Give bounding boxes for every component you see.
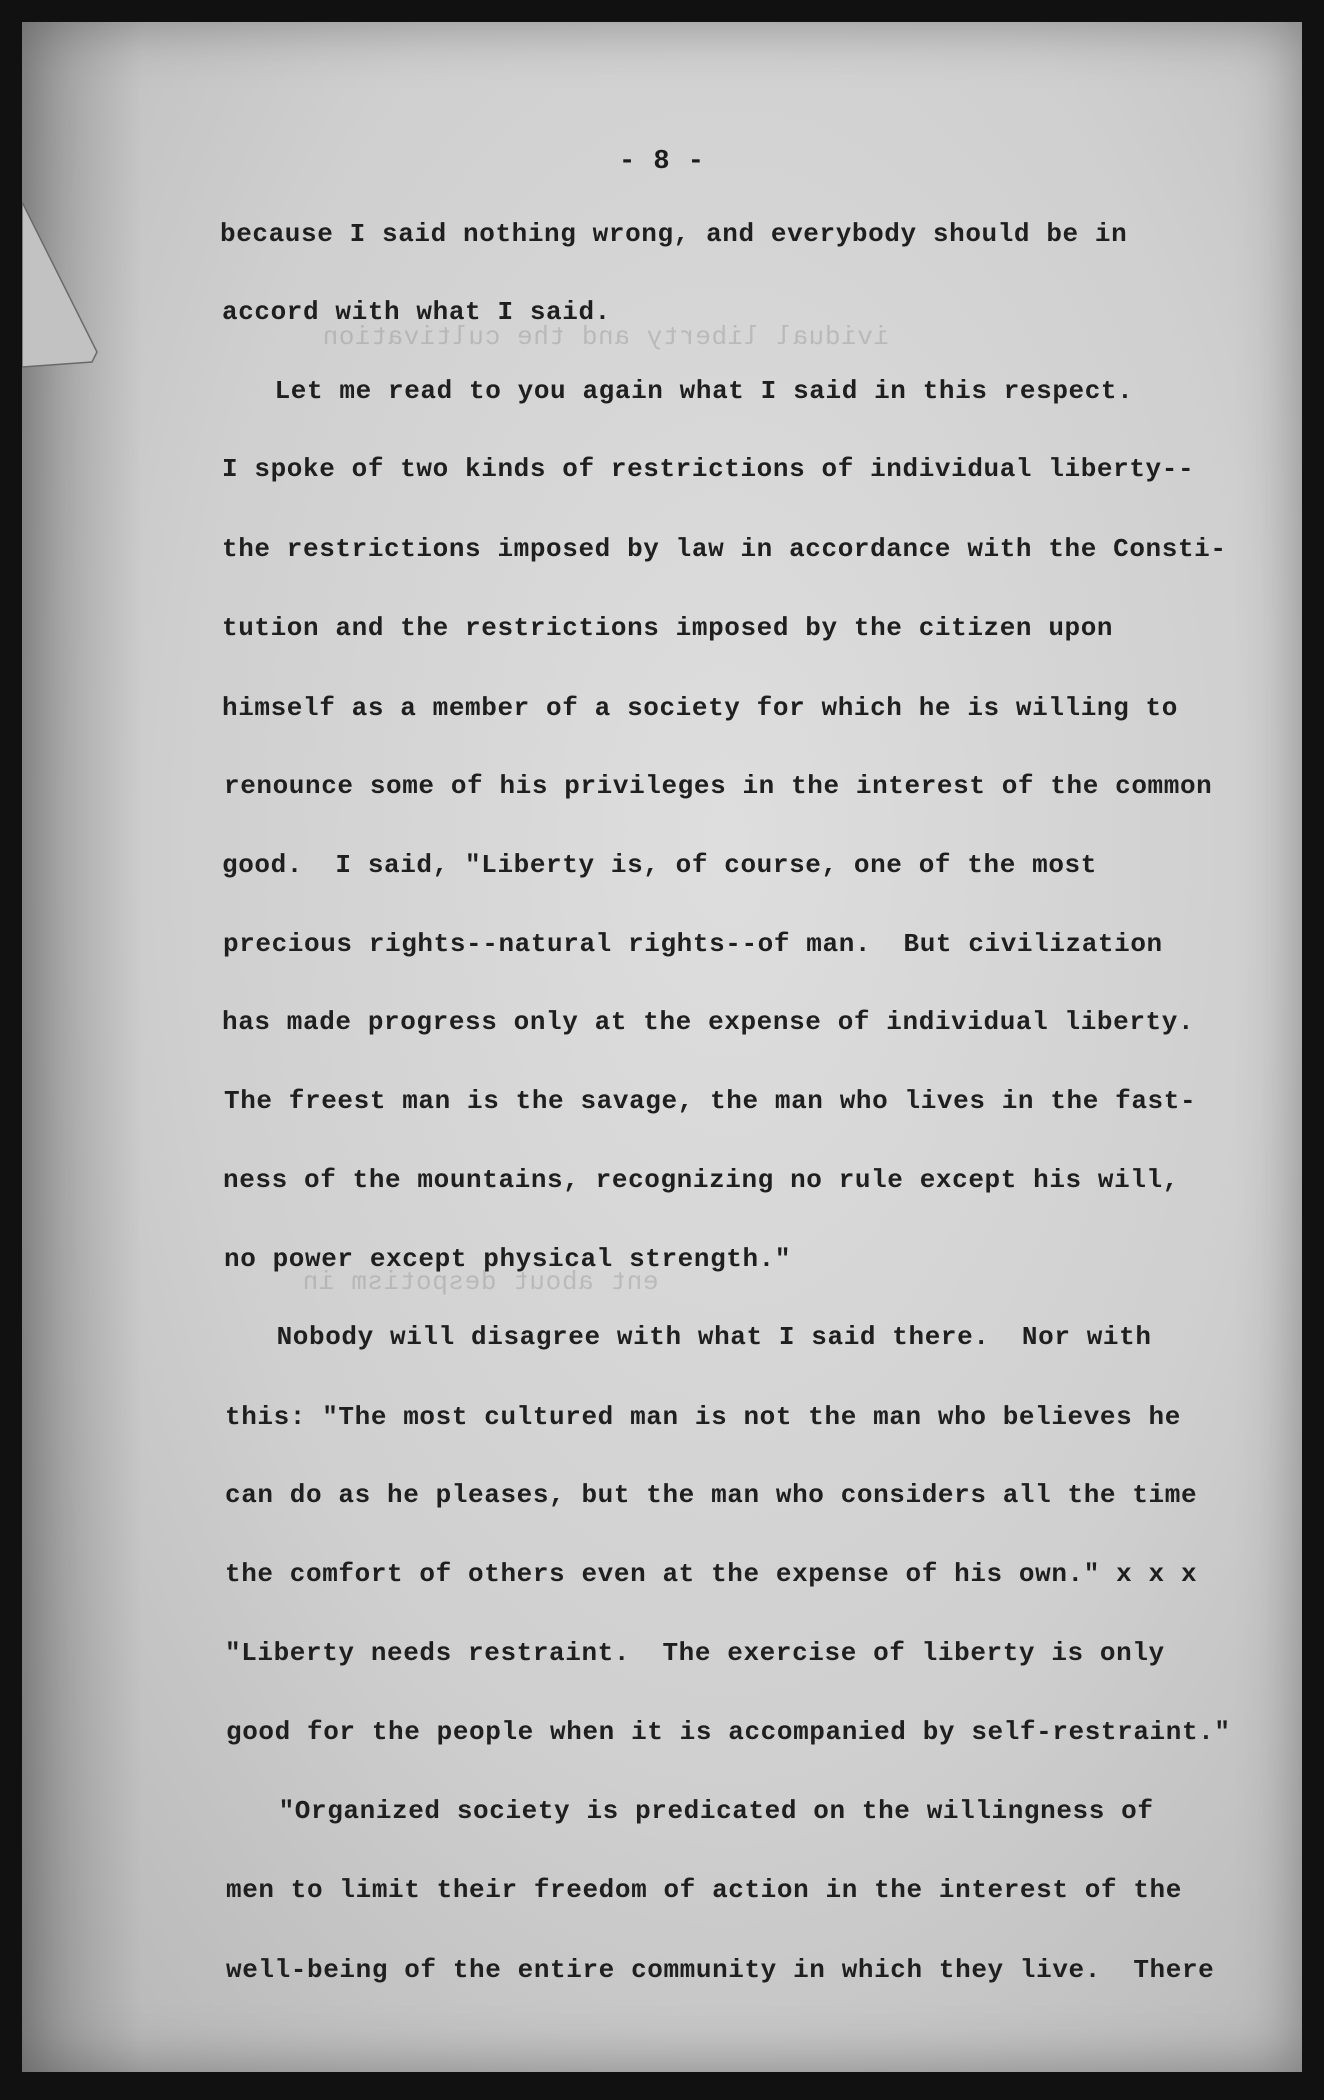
text-line: good for the people when it is accompanied by self-restraint." — [226, 1717, 1231, 1747]
text-line: well-being of the entire community in which they live. There — [226, 1955, 1215, 1985]
text-line: good. I said, "Liberty is, of course, one of the most — [222, 850, 1097, 880]
text-line: Nobody will disagree with what I said there. Nor with — [228, 1322, 1152, 1352]
text-line: precious rights--natural rights--of man. But civilization — [223, 929, 1163, 959]
text-line: can do as he pleases, but the man who considers all the time — [225, 1480, 1198, 1510]
bleed-through-text: ent about despotism in — [302, 1267, 659, 1297]
text-line: the restrictions imposed by law in accordance with the Consti- — [222, 534, 1227, 564]
text-line: "Liberty needs restraint. The exercise of liberty is only — [225, 1638, 1165, 1668]
text-line: men to limit their freedom of action in the interest of the — [226, 1875, 1182, 1905]
text-line: himself as a member of a society for which he is willing to — [222, 693, 1178, 723]
text-line: the comfort of others even at the expense of his own." x x x — [225, 1559, 1198, 1589]
text-line: this: "The most cultured man is not the man who believes he — [225, 1402, 1181, 1432]
text-line: accord with what I said. — [222, 297, 611, 327]
text-line: has made progress only at the expense of individual liberty. — [222, 1007, 1195, 1037]
text-line: ness of the mountains, recognizing no rule except his will, — [223, 1165, 1179, 1195]
text-line: The freest man is the savage, the man who lives in the fast- — [224, 1086, 1197, 1116]
page-fold-mark — [22, 202, 132, 402]
text-line: Let me read to you again what I said in this respect. — [226, 376, 1134, 406]
text-line: no power except physical strength." — [224, 1244, 792, 1274]
bleed-through-text: ividual liberty and the cultivation — [322, 322, 890, 352]
document-page — [22, 22, 1302, 2072]
text-line: I spoke of two kinds of restrictions of individual liberty-- — [222, 454, 1195, 484]
text-line: "Organized society is predicated on the willingness of — [230, 1796, 1154, 1826]
text-line: renounce some of his privileges in the interest of the common — [224, 771, 1213, 801]
text-line: tution and the restrictions imposed by the citizen upon — [222, 613, 1114, 643]
text-line: because I said nothing wrong, and everybody should be in — [220, 219, 1128, 249]
page-number: - 8 - — [618, 147, 705, 177]
